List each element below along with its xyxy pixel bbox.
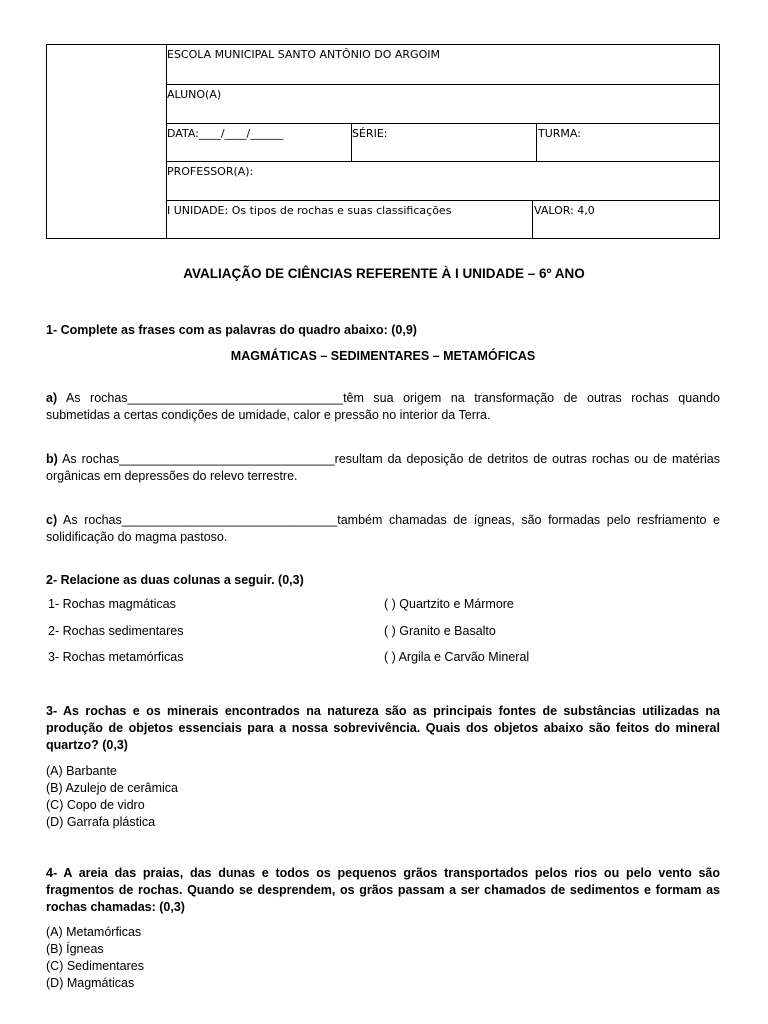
q4-option-d: (D) Magmáticas bbox=[46, 976, 135, 990]
q2-left-2: 2- Rochas sedimentares bbox=[48, 624, 184, 638]
student-field: ALUNO(A) bbox=[167, 88, 222, 101]
unit-row bbox=[166, 201, 719, 238]
teacher-field: PROFESSOR(A): bbox=[167, 165, 254, 178]
q1-c-label: c) bbox=[46, 513, 58, 527]
header-table bbox=[46, 44, 720, 239]
q3-option-b: (B) Azulejo de cerâmica bbox=[46, 781, 179, 795]
date-row bbox=[166, 124, 719, 162]
value-field: VALOR: 4,0 bbox=[532, 201, 719, 238]
logo-cell bbox=[47, 45, 167, 238]
grade-field bbox=[351, 124, 536, 161]
q3-options bbox=[46, 763, 720, 831]
q1-b-label: b) bbox=[46, 452, 58, 466]
class-field: TURMA: bbox=[536, 124, 719, 161]
q4-option-b: (B) Ígneas bbox=[46, 942, 104, 956]
q3-prompt: 3- As rochas e os minerais encontrados na natureza são as principais fontes de substâncias utilizadas na produção de objetos essenciais para a nossa sobrevivência. Quais dos objetos abaixo são feitos do mineral quartzo? (0,3) bbox=[46, 704, 720, 752]
exam-title: AVALIAÇÃO DE CIÊNCIAS REFERENTE À I UNIDADE – 6º ANO bbox=[183, 266, 585, 281]
q2-left-1: 1- Rochas magmáticas bbox=[48, 597, 176, 611]
q1-a-text: As rochas_______________________________têm sua origem na transformação de outras rochas quando submetidas a certas condições de umidade, calor e pressão no interior da Terra. bbox=[46, 391, 720, 422]
q3-option-d: (D) Garrafa plástica bbox=[46, 815, 156, 829]
school-row bbox=[166, 45, 719, 85]
q2-left-3: 3- Rochas metamórficas bbox=[48, 650, 184, 664]
teacher-row bbox=[166, 162, 719, 201]
q1-b-text: As rochas_______________________________resultam da deposição de detritos de outras rochas ou de matérias orgânicas em depressões do relevo terrestre. bbox=[46, 452, 720, 483]
q3-option-a: (A) Barbante bbox=[46, 764, 117, 778]
q1-a-label: a) bbox=[46, 391, 58, 405]
q1-item-a bbox=[46, 390, 720, 424]
q2-prompt: 2- Relacione as duas colunas a seguir. (0,3) bbox=[46, 573, 304, 587]
q1-item-c bbox=[46, 512, 720, 546]
q4-option-a: (A) Metamórficas bbox=[46, 925, 142, 939]
q4-prompt: 4- A areia das praias, das dunas e todos os pequenos grãos transportados pelos rios ou pelo vento são fragmentos de rochas. Quando se desprendem, os grãos passam a ser chamados de sedimentos e formam as rochas chamadas: (0,3) bbox=[46, 866, 720, 914]
q1-prompt: 1- Complete as frases com as palavras do quadro abaixo: (0,9) bbox=[46, 323, 417, 337]
q2-right-3: ( ) Argila e Carvão Mineral bbox=[384, 650, 530, 664]
grade-label: SÉRIE: bbox=[352, 127, 388, 140]
q4-option-c: (C) Sedimentares bbox=[46, 959, 144, 973]
q2-right-1: ( ) Quartzito e Mármore bbox=[384, 597, 514, 611]
q4-options bbox=[46, 924, 720, 992]
q1-word-box: MAGMÁTICAS – SEDIMENTARES – METAMÓFICAS bbox=[230, 349, 536, 363]
unit-field: I UNIDADE: Os tipos de rochas e suas classificações bbox=[167, 204, 452, 217]
school-name: ESCOLA MUNICIPAL SANTO ANTÔNIO DO ARGOIM bbox=[167, 48, 440, 61]
q1-c-text: As rochas_______________________________também chamadas de ígneas, são formadas pelo resfriamento e solidificação do magma pastoso. bbox=[46, 513, 720, 544]
q2-right-2: ( ) Granito e Basalto bbox=[384, 624, 496, 638]
q1-item-b bbox=[46, 451, 720, 485]
student-row bbox=[166, 85, 719, 124]
q3-option-c: (C) Copo de vidro bbox=[46, 798, 145, 812]
date-field: DATA:____/____/______ bbox=[167, 127, 284, 140]
